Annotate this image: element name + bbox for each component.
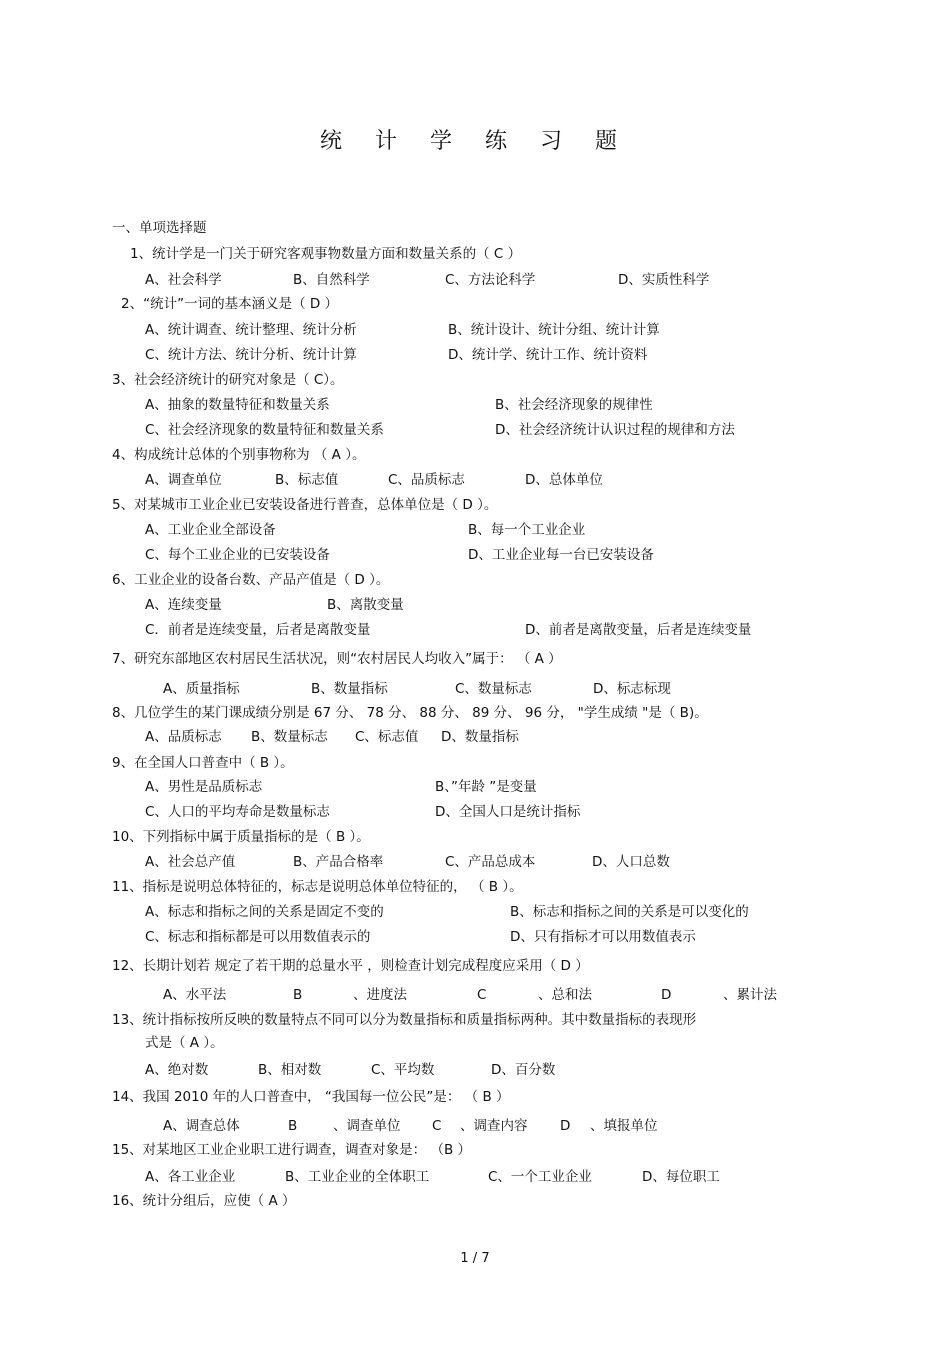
option: C、社会经济现象的数量特征和数量关系 bbox=[145, 422, 384, 438]
option: D、社会经济统计认识过程的规律和方法 bbox=[495, 422, 735, 438]
question-stem: 15、对某地区工业企业职工进行调查，调查对象是： （B ） bbox=[112, 1142, 472, 1158]
option: 、进度法 bbox=[353, 987, 407, 1003]
option: B、离散变量 bbox=[327, 597, 404, 613]
option: A、统计调查、统计整理、统计分析 bbox=[145, 322, 357, 338]
option: B、标志值 bbox=[275, 472, 339, 488]
option: 、调查内容 bbox=[460, 1118, 528, 1134]
option: D、实质性科学 bbox=[618, 272, 710, 288]
option: A、男性是品质标志 bbox=[145, 779, 263, 795]
question-stem: 9、在全国人口普查中（ B ）。 bbox=[112, 755, 294, 771]
option: C、方法论科学 bbox=[445, 272, 536, 288]
option: B、产品合格率 bbox=[293, 854, 384, 870]
option: C、人口的平均寿命是数量标志 bbox=[145, 804, 330, 820]
option: C、产品总成本 bbox=[445, 854, 536, 870]
question-stem: 12、长期计划若 规定了若干期的总量水平 ，则检查计划完成程度应采用（ D ） bbox=[112, 958, 589, 974]
option: D、数量指标 bbox=[441, 729, 519, 745]
option-letter: C bbox=[477, 987, 487, 1003]
question-stem: 16、统计分组后，应使（ A ） bbox=[112, 1193, 296, 1209]
option-letter: B bbox=[293, 987, 303, 1003]
option: A、绝对数 bbox=[145, 1062, 209, 1078]
option: D、人口总数 bbox=[592, 854, 670, 870]
option: A、社会总产值 bbox=[145, 854, 236, 870]
option: C、标志和指标都是可以用数值表示的 bbox=[145, 929, 371, 945]
option: A、标志和指标之间的关系是固定不变的 bbox=[145, 904, 384, 920]
option-letter: B bbox=[288, 1118, 298, 1134]
option: A、调查单位 bbox=[145, 472, 222, 488]
option: A、连续变量 bbox=[145, 597, 222, 613]
option: D、全国人口是统计指标 bbox=[435, 804, 581, 820]
option: 、填报单位 bbox=[590, 1118, 658, 1134]
option-letter: D bbox=[560, 1118, 571, 1134]
option: D、统计学、统计工作、统计资料 bbox=[448, 347, 648, 363]
question-stem: 11、指标是说明总体特征的，标志是说明总体单位特征的， （ B ）。 bbox=[112, 879, 523, 895]
option: C．前者是连续变量，后者是离散变量 bbox=[145, 622, 371, 638]
option: 、总和法 bbox=[538, 987, 592, 1003]
option: C、数量标志 bbox=[455, 681, 532, 697]
option: 、调查单位 bbox=[333, 1118, 401, 1134]
option: A、品质标志 bbox=[145, 729, 222, 745]
question-stem: 7、研究东部地区农村居民生活状况，则“农村居民人均收入”属于： （ A ） bbox=[112, 651, 562, 667]
option: C、平均数 bbox=[371, 1062, 435, 1078]
option: D、每位职工 bbox=[642, 1169, 720, 1185]
option-letter: C bbox=[432, 1118, 442, 1134]
question-stem: 6、工业企业的设备台数、产品产值是（ D ）。 bbox=[112, 572, 390, 588]
page-number: 1 / 7 bbox=[460, 1251, 490, 1266]
option: A、抽象的数量特征和数量关系 bbox=[145, 397, 330, 413]
question-stem: 5、对某城市工业企业已安装设备进行普查，总体单位是（ D ）。 bbox=[112, 497, 498, 513]
option: B、统计设计、统计分组、统计计算 bbox=[448, 322, 660, 338]
question-stem: 4、构成统计总体的个别事物称为 （ A ）。 bbox=[112, 447, 366, 463]
option: B、数量指标 bbox=[311, 681, 388, 697]
question-stem: 8、几位学生的某门课成绩分别是 67 分、 78 分、 88 分、 89 分、 96 分， "学生成绩 "是（ B)。 bbox=[112, 705, 708, 721]
document-title: 统 计 学 练 习 题 bbox=[320, 129, 630, 154]
option: B、每一个工业企业 bbox=[468, 522, 586, 538]
option: C、每个工业企业的已安装设备 bbox=[145, 547, 330, 563]
option: B、标志和指标之间的关系是可以变化的 bbox=[510, 904, 749, 920]
option: A、工业企业全部设备 bbox=[145, 522, 276, 538]
option: D、工业企业每一台已安装设备 bbox=[468, 547, 654, 563]
section-heading: 一、单项选择题 bbox=[112, 220, 207, 236]
option: B、”年龄 ”是变量 bbox=[435, 779, 537, 795]
option: D、前者是离散变量，后者是连续变量 bbox=[525, 622, 752, 638]
option: A、各工业企业 bbox=[145, 1169, 236, 1185]
option: D、总体单位 bbox=[525, 472, 603, 488]
option: B、自然科学 bbox=[293, 272, 370, 288]
option: C、品质标志 bbox=[388, 472, 465, 488]
option: B、社会经济现象的规律性 bbox=[495, 397, 653, 413]
option: A、社会科学 bbox=[145, 272, 222, 288]
option: C、一个工业企业 bbox=[488, 1169, 592, 1185]
option: A、质量指标 bbox=[163, 681, 240, 697]
option: B、数量标志 bbox=[251, 729, 328, 745]
option: B、工业企业的全体职工 bbox=[285, 1169, 430, 1185]
question-stem: 3、社会经济统计的研究对象是（ C）。 bbox=[112, 372, 344, 388]
option: D、只有指标才可以用数值表示 bbox=[510, 929, 696, 945]
option: B、相对数 bbox=[258, 1062, 322, 1078]
option: C、统计方法、统计分析、统计计算 bbox=[145, 347, 357, 363]
option-letter: D bbox=[661, 987, 672, 1003]
question-stem: 14、我国 2010 年的人口普查中， “我国每一位公民”是： （ B ） bbox=[112, 1089, 510, 1105]
option: C、标志值 bbox=[355, 729, 419, 745]
question-stem: 2、“统计”一词的基本涵义是（ D ） bbox=[121, 296, 339, 312]
question-stem: 10、下列指标中属于质量指标的是（ B ）。 bbox=[112, 829, 370, 845]
option: D、标志标现 bbox=[593, 681, 671, 697]
option: A、调查总体 bbox=[163, 1118, 240, 1134]
option: D、百分数 bbox=[491, 1062, 556, 1078]
question-stem: 1、统计学是一门关于研究客观事物数量方面和数量关系的（ C ） bbox=[130, 246, 522, 262]
option: 、累计法 bbox=[723, 987, 777, 1003]
option: A、水平法 bbox=[163, 987, 227, 1003]
question-stem: 13、统计指标按所反映的数量特点不同可以分为数量指标和质量指标两种。其中数量指标的表现形 bbox=[112, 1012, 697, 1028]
question-stem-continued: 式是（ A ）。 bbox=[145, 1035, 224, 1051]
